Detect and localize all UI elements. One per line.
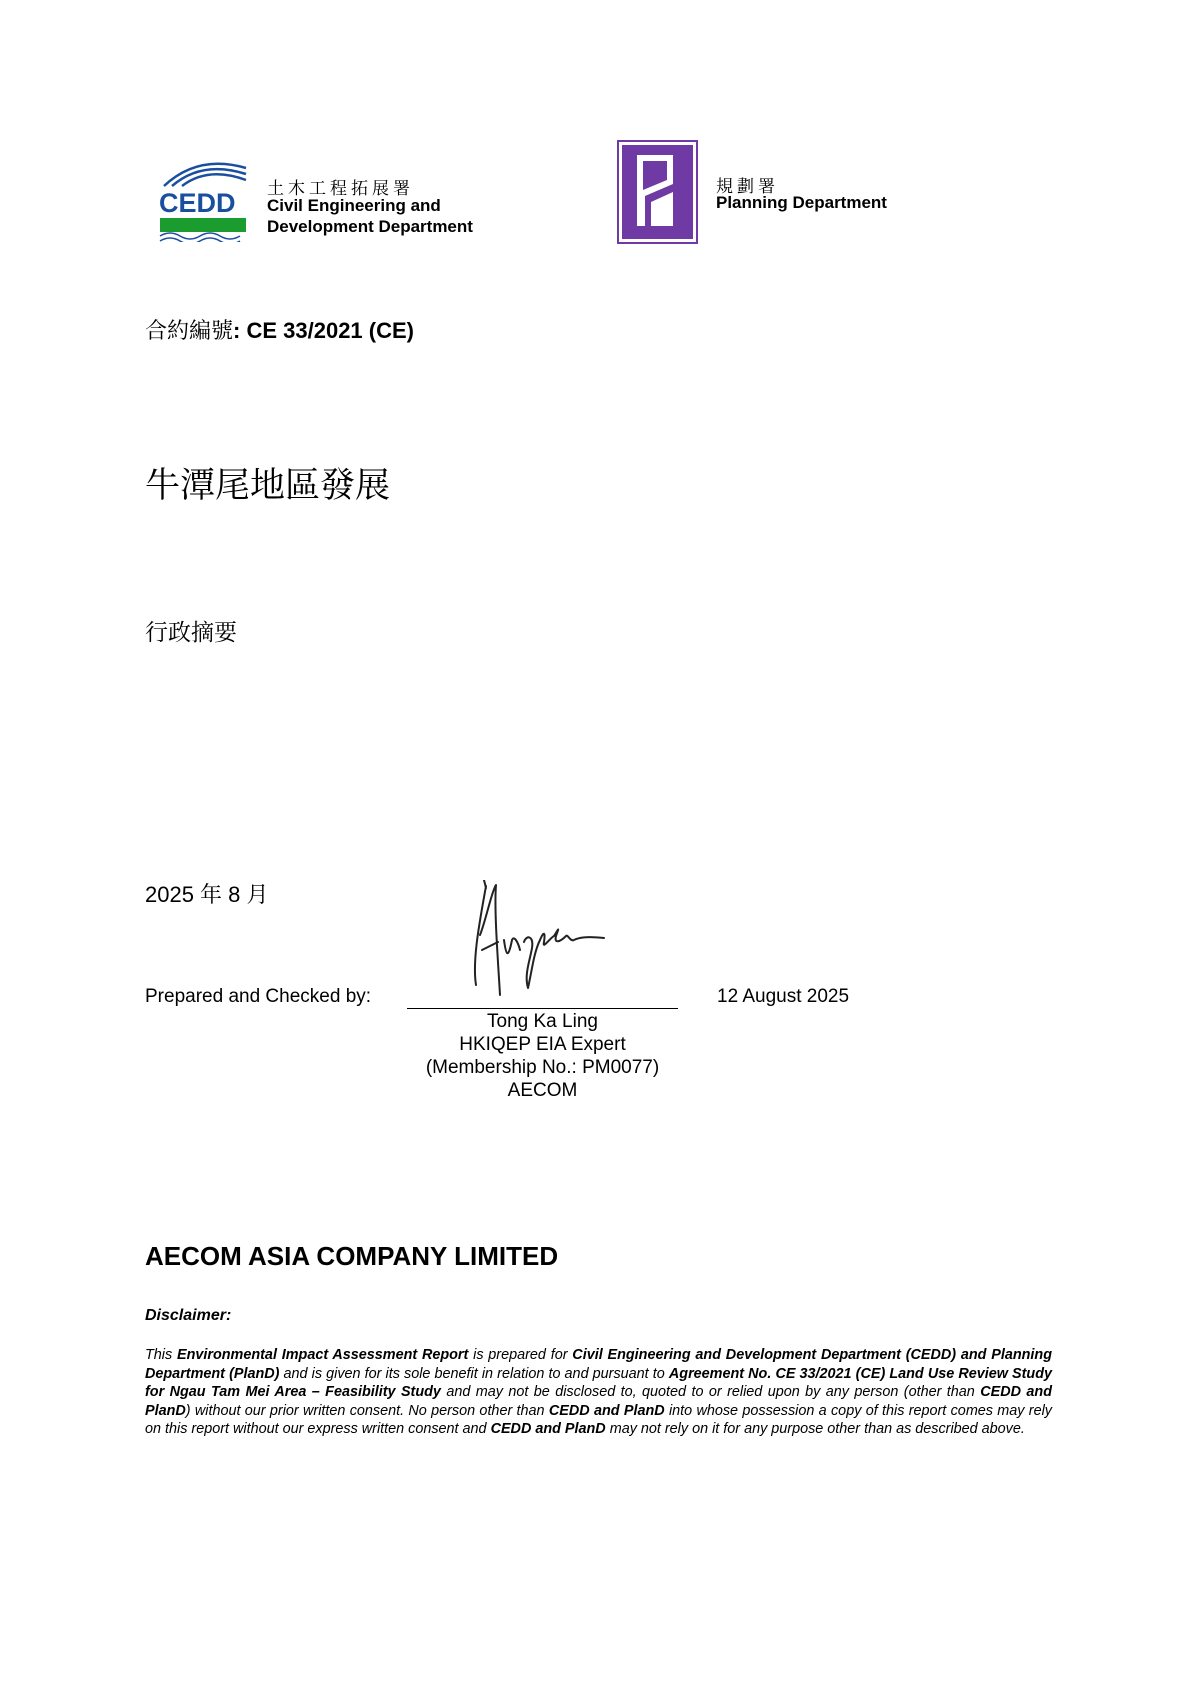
signer-company: AECOM xyxy=(507,1080,578,1101)
prepared-label: Prepared and Checked by: xyxy=(145,986,372,1007)
disclaimer-text xyxy=(145,1346,1052,1439)
document-subtitle: 行政摘要 xyxy=(145,619,237,645)
pland-name-zh: 規劃署 xyxy=(716,177,779,196)
disclaimer-bold-3: Agreement No. CE 33/2021 (CE) Land Use Review Study for Ngau Tam Mei Area – Feasibility Study xyxy=(145,1365,1052,1400)
cedd-name-en-line1: Civil Engineering and xyxy=(267,196,441,215)
disclaimer-text-3: and is given for its sole benefit in relation to and pursuant to xyxy=(279,1365,669,1382)
pland-name-en: Planning Department xyxy=(716,193,887,212)
disclaimer-text-2: is prepared for xyxy=(468,1347,573,1363)
contract-value: CE 33/2021 (CE) xyxy=(246,318,414,343)
disclaimer-bold-6: CEDD and PlanD xyxy=(490,1421,606,1437)
disclaimer-bold-2: Civil Engineering and Development Department (CEDD) and Planning Department (PlanD) xyxy=(145,1347,1052,1382)
disclaimer-bold-1: Environmental Impact Assessment Report xyxy=(176,1347,469,1363)
disclaimer-bold-5: CEDD and PlanD xyxy=(548,1402,665,1419)
disclaimer-text-1: This xyxy=(145,1347,177,1363)
disclaimer-text-4: and may not be disclosed to, quoted to or relied upon by any person (other than xyxy=(440,1384,981,1400)
signature xyxy=(468,880,628,1005)
disclaimer-bold-4: CEDD and PlanD xyxy=(145,1384,1053,1419)
cedd-name-en-line2: Development Department xyxy=(267,217,473,236)
issue-date: 2025 年 8 月 xyxy=(145,882,269,907)
signoff-date: 12 August 2025 xyxy=(717,986,850,1007)
signer-block xyxy=(407,1010,678,1102)
pland-logo xyxy=(617,140,698,244)
signer-name: Tong Ka Ling xyxy=(487,1011,598,1032)
cedd-logo xyxy=(158,156,248,242)
contract-number xyxy=(145,314,414,345)
signer-role: HKIQEP EIA Expert xyxy=(459,1034,626,1055)
contract-label: 合約編號 xyxy=(145,318,234,343)
cedd-logo-text: CEDD xyxy=(159,188,236,218)
contract-separator: : xyxy=(233,318,247,343)
disclaimer-heading: Disclaimer: xyxy=(145,1307,232,1324)
company-name: AECOM ASIA COMPANY LIMITED xyxy=(145,1241,559,1271)
cedd-name-zh: 土木工程拓展署 xyxy=(267,179,414,198)
disclaimer-text-6: into whose possession a copy of this report comes may rely on this report without our express written consent and xyxy=(145,1402,1052,1437)
signature-line xyxy=(407,1008,678,1009)
disclaimer-text-7: may not rely on it for any purpose other than as described above. xyxy=(605,1421,1025,1437)
document-title: 牛潭尾地區發展 xyxy=(145,466,391,505)
cedd-name-en xyxy=(267,195,473,237)
disclaimer-text-5: ) without our prior written consent. No person other than xyxy=(185,1402,549,1419)
signer-membership: (Membership No.: PM0077) xyxy=(425,1057,660,1078)
